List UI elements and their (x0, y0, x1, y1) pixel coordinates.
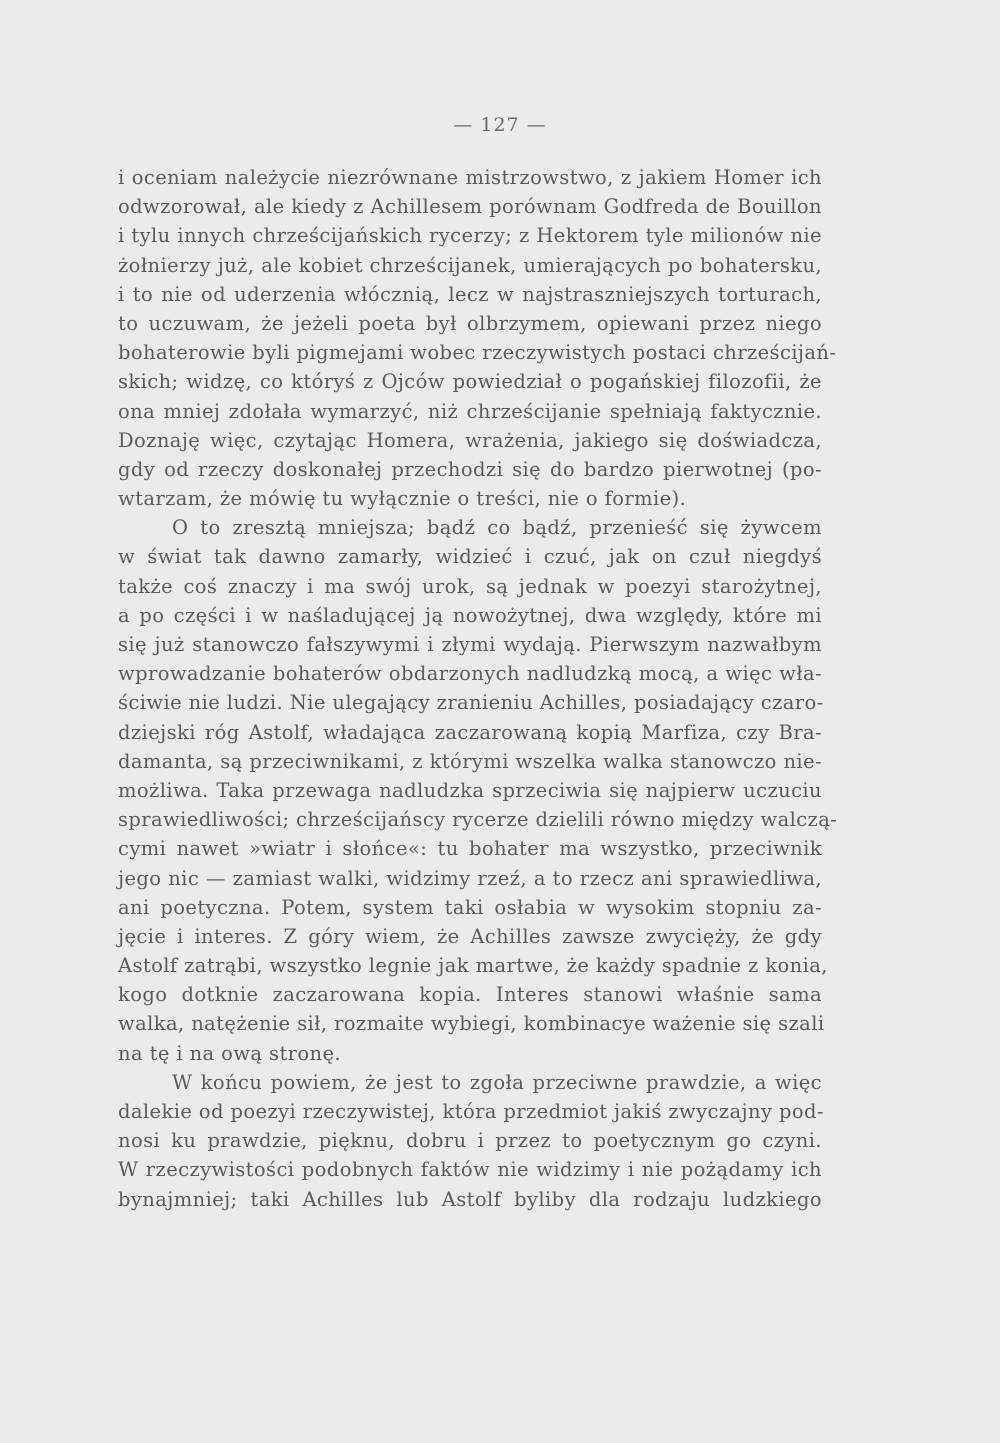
text-line: możliwa. Taka przewaga nadludzka sprzeciwia się najpierw uczuciu (118, 778, 822, 802)
text-line: gdy od rzeczy doskonałej przechodzi się do bardzo pierwotnej (po- (118, 457, 822, 481)
text-line: i to nie od uderzenia włócznią, lecz w najstraszniejszych torturach, (118, 282, 822, 306)
text-line: bynajmniej; taki Achilles lub Astolf byliby dla rodzaju ludzkiego (118, 1187, 822, 1211)
text-line: Astolf zatrąbi, wszystko legnie jak martwe, że każdy spadnie z konia, (118, 954, 828, 978)
text-line: i oceniam należycie niezrównane mistrzowstwo, z jakiem Homer ich (118, 166, 822, 189)
text-line: i tylu innych chrześcijańskich rycerzy; z Hektorem tyle milionów nie (118, 224, 822, 248)
text-line: na tę i na ową stronę. (118, 1041, 342, 1065)
text-line: damanta, są przeciwnikami, z którymi wszelka walka stanowczo nie- (118, 749, 822, 773)
text-line: się już stanowczo fałszywymi i złymi wydają. Pierwszym nazwałbym (118, 633, 822, 656)
text-line: jęcie i interes. Z góry wiem, że Achilles zawsze zwycięży, że gdy (118, 924, 822, 948)
paragraph-first-line: W końcu powiem, że jest to zgoła przeciwne prawdzie, a więc (172, 1070, 822, 1094)
text-line: cymi nawet »wiatr i słońce«: tu bohater ma wszystko, przeciwnik (118, 837, 822, 861)
page-number: — 127 — (453, 114, 547, 136)
text-line: W rzeczywistości podobnych faktów nie widzimy i nie pożądamy ich (118, 1158, 822, 1182)
text-line: Doznaję więc, czytając Homera, wrażenia, jakiego się doświadcza, (118, 428, 822, 452)
text-line: walka, natężenie sił, rozmaite wybiegi, kombinacye ważenie się szali (118, 1012, 825, 1036)
text-line: ściwie nie ludzi. Nie ulegający zranieniu Achilles, posiadający czaro- (118, 691, 824, 715)
text-line: dziejski róg Astolf, władająca zaczarowaną kopią Marfiza, czy Bra- (118, 720, 822, 744)
text-line: nosi ku prawdzie, pięknu, dobru i przez to poetycznym go czyni. (118, 1129, 822, 1153)
text-line: kogo dotknie zaczarowana kopia. Interes stanowi właśnie sama (118, 983, 822, 1007)
text-line: dalekie od poezyi rzeczywistej, która przedmiot jakiś zwyczajny pod- (118, 1100, 824, 1123)
paragraph-first-line: O to zresztą mniejsza; bądź co bądź, przenieść się żywcem (172, 516, 822, 540)
text-line: także coś znaczy i ma swój urok, są jednak w poezyi starożytnej, (118, 574, 822, 598)
text-line: to uczuwam, że jeżeli poeta był olbrzymem, opiewani przez niego (118, 311, 822, 335)
text-line: bohaterowie byli pigmejami wobec rzeczywistych postaci chrześcijań- (118, 341, 837, 365)
text-line: wprowadzanie bohaterów obdarzonych nadludzką mocą, a więc wła- (118, 662, 822, 686)
text-line: żołnierzy już, ale kobiet chrześcijanek, umierających po bohatersku, (118, 253, 822, 277)
text-line: skich; widzę, co któryś z Ojców powiedział o pogańskiej filozofii, że (118, 370, 822, 394)
text-line: ani poetyczna. Potem, system taki osłabia w wysokim stopniu za- (118, 895, 822, 919)
text-line: w świat tak dawno zamarły, widzieć i czuć, jak on czuł niegdyś (118, 545, 822, 569)
text-line: odwzorował, ale kiedy z Achillesem porównam Godfreda de Bouillon (118, 195, 822, 219)
text-line: jego nic — zamiast walki, widzimy rzeź, a to rzecz ani sprawiedliwa, (118, 866, 822, 890)
text-line: wtarzam, że mówię tu wyłącznie o treści, nie o formie). (118, 487, 687, 511)
body-text (118, 163, 838, 1214)
text-line: a po części i w naśladującej ją nowożytnej, dwa względy, które mi (118, 603, 822, 627)
text-line: ona mniej zdołała wymarzyć, niż chrześcijanie spełniają faktycznie. (118, 399, 822, 423)
text-line: sprawiedliwości; chrześcijańscy rycerze dzielili równo między walczą- (118, 808, 838, 832)
